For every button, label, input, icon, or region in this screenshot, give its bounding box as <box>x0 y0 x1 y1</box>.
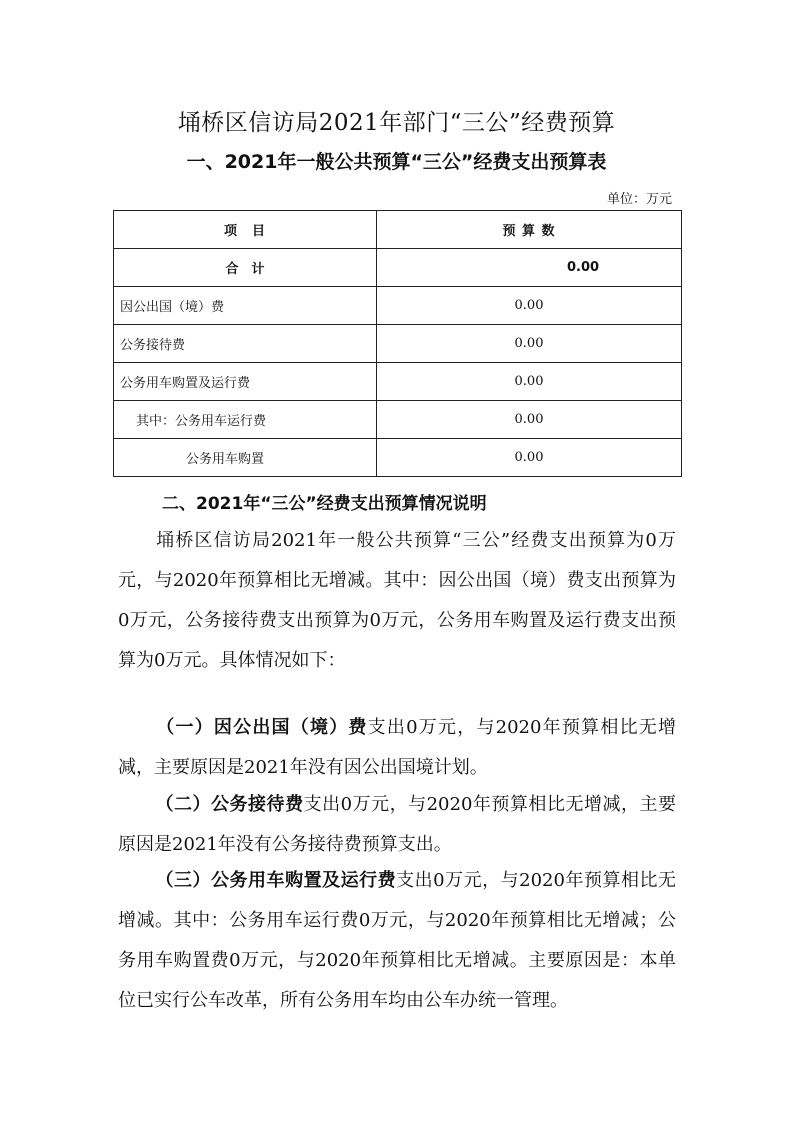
item-text: 支出0万元，与2020年预算相比无增减。其中：公务用车运行费0万元，与2020年预算相比无增减；公务用车购置费0万元，与2020年预算相比无增减。主要原因是：本单位已实行公车改革，所有公务用车均由公车办统一管理。 <box>118 870 676 1011</box>
document-title: 埇桥区信访局2021年部门“三公”经费预算 <box>177 110 616 136</box>
table-total-row <box>114 249 682 287</box>
header-amount: 预 算 数 <box>377 211 682 249</box>
row-value: 0.00 <box>377 287 682 325</box>
section1-heading: 一、2021年一般公共预算“三公”经费支出预算表 <box>186 151 607 173</box>
unit-label: 单位：万元 <box>606 192 672 207</box>
item-text: 支出0万元，与2020年预算相比无增减，主要原因是2021年没有因公出国境计划。 <box>118 717 677 778</box>
row-label: 公务用车购置 <box>114 439 377 477</box>
item-heading: （一）因公出国（境）费 <box>155 717 368 738</box>
row-label: 公务接待费 <box>114 325 377 363</box>
row-label: 因公出国（境）费 <box>114 287 377 325</box>
row-label: 公务用车购置及运行费 <box>114 363 377 401</box>
row-value: 0.00 <box>377 401 682 439</box>
row-value: 0.00 <box>377 325 682 363</box>
total-value: 0.00 <box>377 249 682 287</box>
header-item: 项 目 <box>114 211 377 249</box>
item-paragraph-3 <box>118 861 676 1021</box>
row-label: 其中：公务用车运行费 <box>114 401 377 439</box>
row-value: 0.00 <box>377 439 682 477</box>
item-paragraph-1 <box>118 708 676 788</box>
item-text: 支出0万元，与2020年预算相比无增减，主要原因是2021年没有公务接待费预算支出。 <box>118 794 676 855</box>
budget-table <box>113 210 682 477</box>
table-row <box>114 287 682 325</box>
table-row <box>114 401 682 439</box>
table-row <box>114 325 682 363</box>
section2-heading: 二、2021年“三公”经费支出预算情况说明 <box>162 494 487 514</box>
item-heading: （二）公务接待费 <box>155 794 304 815</box>
item-paragraph-2 <box>118 785 676 865</box>
table-row <box>114 439 682 477</box>
row-value: 0.00 <box>377 363 682 401</box>
table-row <box>114 363 682 401</box>
item-heading: （三）公务用车购置及运行费 <box>155 870 397 891</box>
intro-paragraph <box>118 521 676 681</box>
intro-text: 埇桥区信访局2021年一般公共预算“三公”经费支出预算为0万元，与2020年预算相比无增减。其中：因公出国（境）费支出预算为0万元，公务接待费支出预算为0万元，公务用车购置及运行费支出预算为0万元。具体情况如下： <box>118 530 676 671</box>
table-header-row <box>114 211 682 249</box>
total-label: 合 计 <box>114 249 377 287</box>
